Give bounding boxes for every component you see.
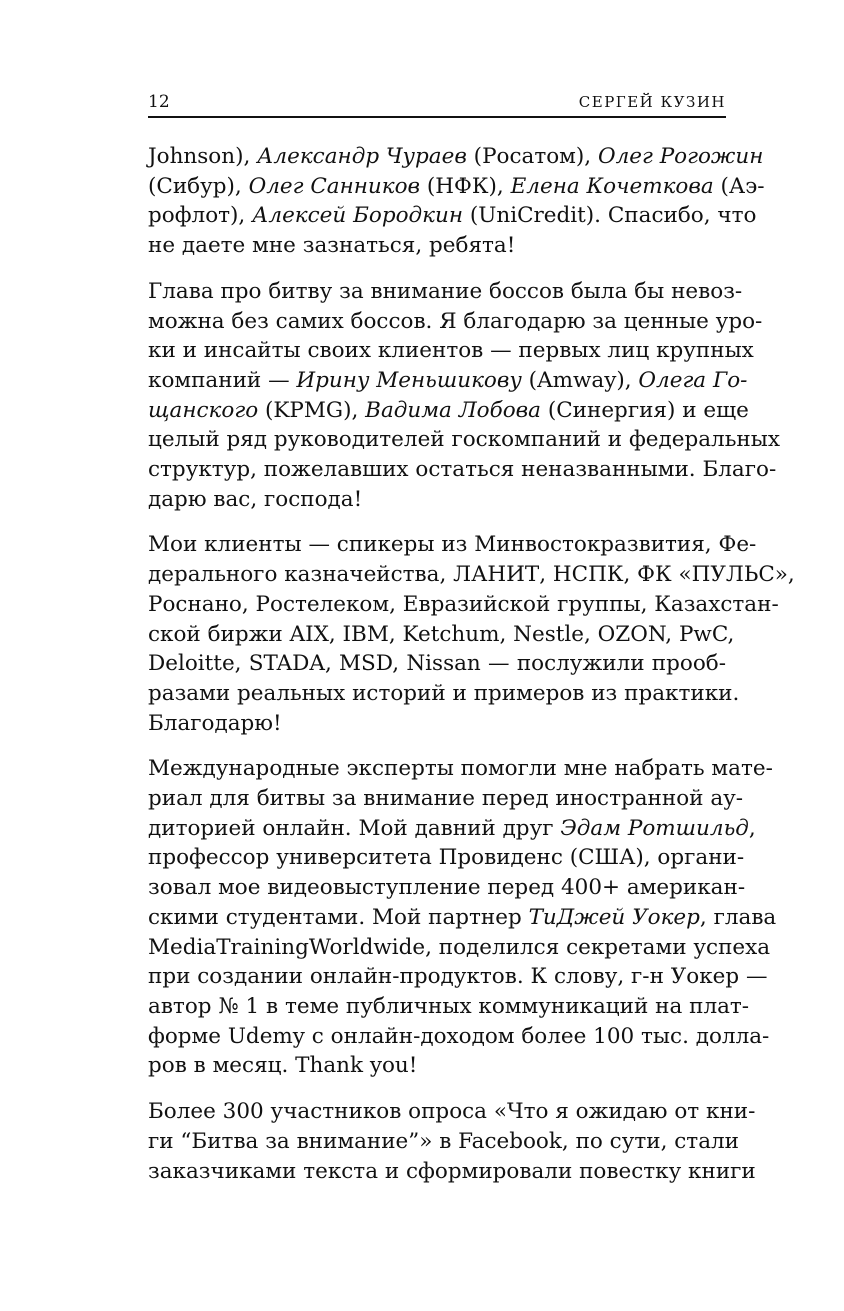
text-line bbox=[148, 396, 749, 426]
text-line bbox=[148, 590, 779, 620]
text-run: Международные эксперты помогли мне набрать мате- bbox=[148, 756, 773, 782]
text-line bbox=[148, 709, 726, 739]
page-number: 12 bbox=[148, 92, 170, 112]
text-line bbox=[148, 962, 768, 992]
text-line bbox=[148, 992, 750, 1022]
text-run: ров в месяц. Thank you! bbox=[148, 1053, 418, 1079]
text-run: ки и инсайты своих клиентов — первых лиц крупных bbox=[148, 338, 754, 364]
page-header bbox=[148, 90, 726, 118]
text-run: профессор университета Провиденс (США), органи- bbox=[148, 845, 745, 871]
text-line bbox=[148, 784, 744, 814]
paragraph bbox=[148, 142, 765, 261]
text-line bbox=[148, 814, 756, 844]
text-line bbox=[148, 620, 735, 650]
text-run: можна без самих боссов. Я благодарю за ценные уро- bbox=[148, 308, 763, 334]
body-text bbox=[148, 142, 795, 1202]
text-run: целый ряд руководителей госкомпаний и федеральных bbox=[148, 427, 780, 453]
text-line bbox=[148, 336, 754, 366]
italic-name: щанского bbox=[148, 397, 259, 423]
text-line bbox=[148, 530, 757, 560]
text-line bbox=[148, 172, 765, 202]
text-run: заказчиками текста и сформировали повестку книги bbox=[148, 1158, 756, 1184]
text-line bbox=[148, 873, 746, 903]
running-head-author: СЕРГЕЙ КУЗИН bbox=[578, 93, 726, 111]
text-line bbox=[148, 1051, 726, 1081]
text-line bbox=[148, 231, 726, 261]
text-run: ской биржи AIX, IBM, Ketchum, Nestle, OZON, PwC, bbox=[148, 621, 735, 647]
italic-name: Елена Кочеткова bbox=[510, 173, 714, 199]
text-line bbox=[148, 485, 726, 515]
text-line bbox=[148, 1127, 740, 1157]
paragraph bbox=[148, 530, 795, 738]
italic-name: Вадима Лобова bbox=[365, 397, 541, 423]
text-line bbox=[148, 754, 773, 784]
text-run: (Росатом), bbox=[466, 144, 598, 169]
text-run: (Синергия) и еще bbox=[541, 397, 749, 423]
text-run: (UniCredit). Спасибо, что bbox=[463, 203, 757, 229]
paragraph bbox=[148, 1097, 756, 1186]
text-line bbox=[148, 307, 763, 337]
text-run: компаний — bbox=[148, 367, 297, 393]
text-run: рофлот), bbox=[148, 203, 253, 229]
italic-name: Александр Чураев bbox=[257, 144, 467, 169]
text-line bbox=[148, 1157, 756, 1187]
text-line bbox=[148, 425, 780, 455]
text-line bbox=[148, 366, 748, 396]
text-line bbox=[148, 903, 777, 933]
text-line bbox=[148, 843, 745, 873]
text-run: структур, пожелавших остаться неназванными. Благо- bbox=[148, 457, 777, 483]
text-run: (Amway), bbox=[521, 367, 639, 393]
text-line bbox=[148, 1097, 756, 1127]
text-line bbox=[148, 201, 757, 231]
text-run: при создании онлайн-продуктов. К слову, г-н Уокер — bbox=[148, 964, 768, 990]
italic-name: Олега Го- bbox=[638, 367, 748, 393]
text-line bbox=[148, 277, 743, 307]
text-run: , bbox=[748, 815, 756, 841]
text-run: Deloitte, STADA, MSD, Nissan — послужили прооб- bbox=[148, 651, 726, 677]
text-run: форме Udemy с онлайн-доходом более 100 тыс. долла- bbox=[148, 1023, 770, 1049]
text-line bbox=[148, 142, 764, 172]
text-run: разами реальных историй и примеров из практики. bbox=[148, 680, 740, 706]
text-run: (Аэ- bbox=[713, 173, 765, 199]
paragraph bbox=[148, 754, 777, 1081]
text-run: Благодарю! bbox=[148, 710, 282, 736]
italic-name: Олег Санников bbox=[248, 173, 421, 199]
text-run: Более 300 участников опроса «Что я ожидаю от кни- bbox=[148, 1099, 756, 1125]
italic-name: Олег Рогожин bbox=[597, 144, 764, 169]
text-run: , глава bbox=[699, 904, 777, 930]
text-run: диторией онлайн. Мой давний друг bbox=[148, 815, 561, 841]
text-line bbox=[148, 1022, 770, 1052]
text-run: дерального казначейства, ЛАНИТ, НСПК, ФК «ПУЛЬС», bbox=[148, 562, 795, 588]
paragraph bbox=[148, 277, 780, 515]
text-run: ги “Битва за внимание”» в Facebook, по сути, стали bbox=[148, 1128, 740, 1154]
text-run: Роснано, Ростелеком, Евразийской группы, Казахстан- bbox=[148, 591, 779, 617]
text-run: скими студентами. Мой партнер bbox=[148, 904, 529, 930]
text-run: зовал мое видеовыступление перед 400+ американ- bbox=[148, 875, 746, 901]
text-run: Глава про битву за внимание боссов была бы невоз- bbox=[148, 278, 743, 304]
text-run: риал для битвы за внимание перед иностранной ау- bbox=[148, 786, 744, 812]
text-run: MediaTrainingWorldwide, поделился секретами успеха bbox=[148, 934, 771, 960]
text-run: (Сибур), bbox=[148, 173, 249, 199]
text-line bbox=[148, 679, 740, 709]
text-run: (KPMG), bbox=[258, 397, 366, 423]
text-run: дарю вас, господа! bbox=[148, 486, 363, 512]
text-line bbox=[148, 455, 777, 485]
text-line bbox=[148, 560, 795, 590]
text-run: не даете мне зазнаться, ребята! bbox=[148, 233, 516, 259]
italic-name: Ирину Меньшикову bbox=[296, 367, 522, 393]
text-run: (НФК), bbox=[420, 173, 511, 199]
italic-name: ТиДжей Уокер bbox=[528, 904, 700, 930]
italic-name: Алексей Бородкин bbox=[252, 203, 463, 229]
text-run: Johnson), bbox=[148, 144, 258, 169]
italic-name: Эдам Ротшильд bbox=[560, 815, 749, 841]
text-line bbox=[148, 933, 771, 963]
text-run: автор № 1 в теме публичных коммуникаций на плат- bbox=[148, 993, 750, 1019]
text-run: Мои клиенты — спикеры из Минвостокразвития, Фе- bbox=[148, 532, 757, 558]
text-line bbox=[148, 649, 726, 679]
